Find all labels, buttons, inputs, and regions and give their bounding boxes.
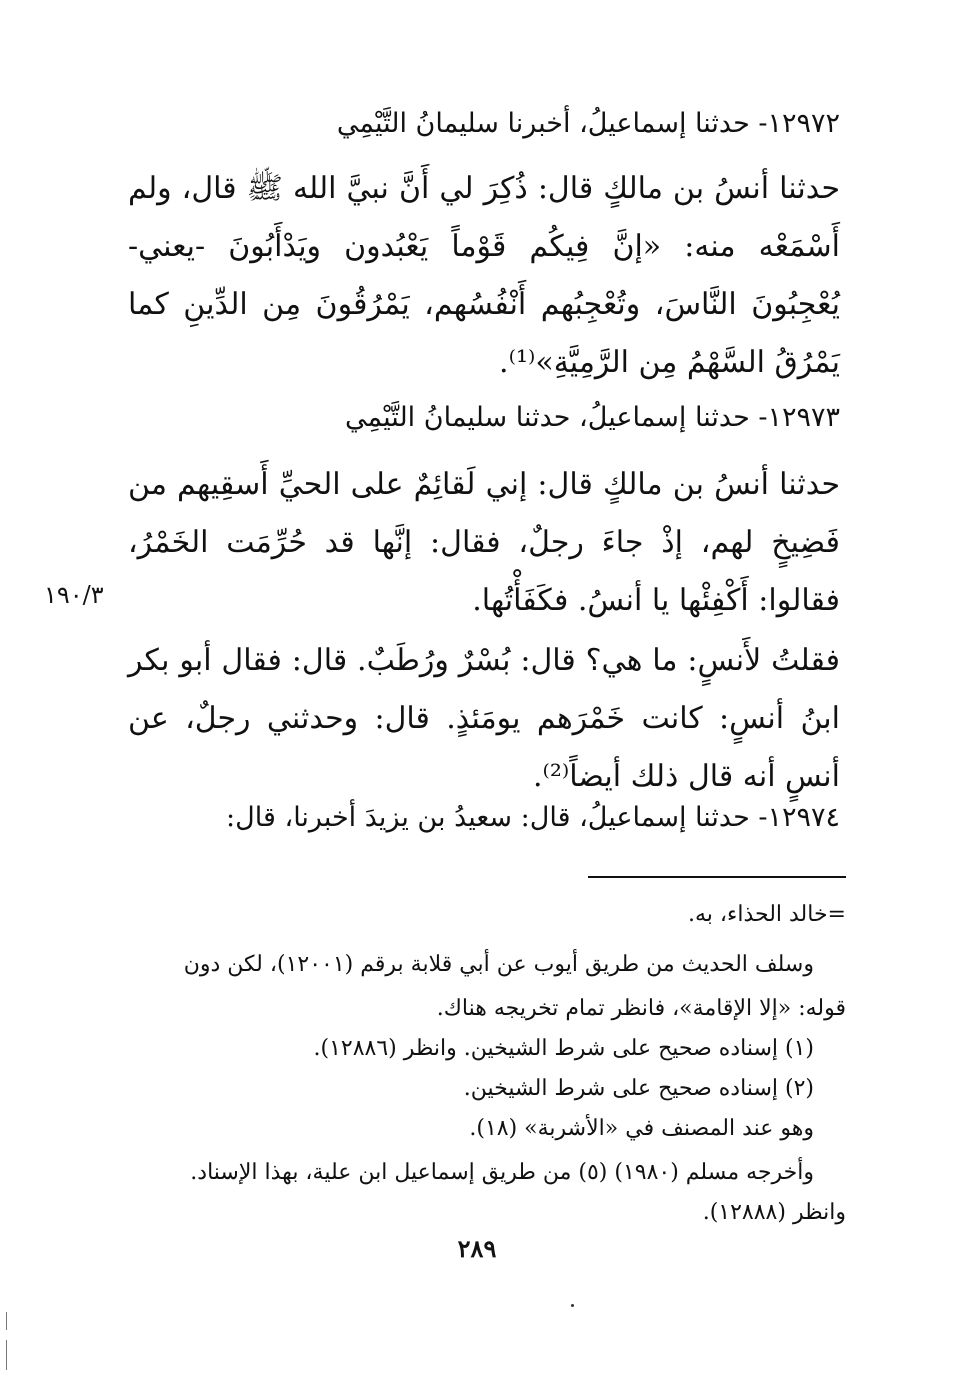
margin-volume-page-reference: ١٩٠/٣ [44,581,104,609]
footnote-line: قوله: «إلا الإقامة»، فانظر تمام تخريجه هناك. [436,996,846,1021]
scan-edge-mark [6,1340,7,1370]
footnote-line: وهو عند المصنف في «الأشربة» (١٨). [469,1116,814,1141]
hadith-12972-body: حدثنا أنسُ بن مالكٍ قال: ذُكِرَ لي أَنَّ نبيَّ الله ﷺ قال، ولم أَسْمَعْه منه: «إنَّ فِيكُم قَوْماً يَعْبُدون ويَدْأَبُونَ -يعني- يُعْجِبُونَ النَّاسَ، وتُعْجِبُهم أَنْفُسُهم، يَمْرُقُونَ مِن الدِّينِ كما يَمْرُقُ السَّهْمُ مِن الرَّمِيَّةِ»⁽¹⁾. [128,171,840,380]
footnote-line: وأخرجه مسلم (١٩٨٠) (٥) من طريق إسماعيل ابن علية، بهذا الإسناد. [190,1160,814,1185]
speck-mark [571,1304,574,1307]
footnote-line: =خالد الحذاء، به. [687,902,846,927]
footnote-1: (١) إسناده صحيح على شرط الشيخين. وانظر (١٢٨٨٦). [313,1036,814,1061]
hadith-12973-heading: ١٢٩٧٣- حدثنا إسماعيلُ، حدثنا سليمانُ التَّيْمِي [345,402,840,433]
hadith-12973-body-part2: فقلتُ لأَنسٍ: ما هي؟ قال: بُسْرٌ ورُطَبٌ. قال: فقال أبو بكر ابنُ أنسٍ: كانت خَمْرَهم يومَئذٍ. قال: وحدثني رجلٌ، عن أنسٍ أنه قال ذلك أيضاً⁽²⁾. [128,643,840,794]
footnote-separator [588,876,846,878]
hadith-12973-body-part1: حدثنا أنسُ بن مالكٍ قال: إني لَقائِمٌ على الحيِّ أَسقِيهم من فَضِيخٍ لهم، إذْ جاءَ رجلٌ، فقال: إنَّها قد حُرِّمَت الخَمْرُ، فقالوا: أَكْفِئْها يا أنسُ. فكَفَأْتُها. [128,467,840,618]
scan-edge-mark [6,1312,7,1330]
page-number: ٢٨٩ [457,1234,497,1263]
hadith-12972-heading: ١٢٩٧٢- حدثنا إسماعيلُ، أخبرنا سليمانُ التَّيْمِي [336,108,840,139]
footnote-2: (٢) إسناده صحيح على شرط الشيخين. [463,1076,814,1101]
footnote-line: وانظر (١٢٨٨٨). [702,1200,846,1225]
hadith-12974-heading: ١٢٩٧٤- حدثنا إسماعيلُ، قال: سعيدُ بن يزيدَ أخبرنا، قال: [226,802,840,833]
footnote-line: وسلف الحديث من طريق أيوب عن أبي قلابة برقم (١٢٠٠١)، لكن دون [183,952,814,977]
